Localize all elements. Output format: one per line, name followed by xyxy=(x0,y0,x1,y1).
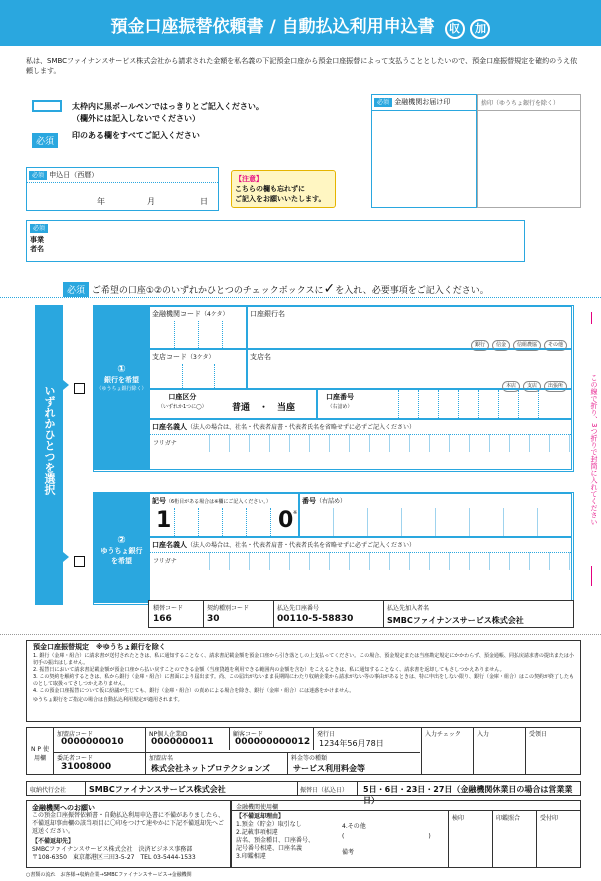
arrow-icon xyxy=(63,380,69,390)
branch-type-options[interactable]: 本店 支店 出張所 xyxy=(499,372,567,392)
required-badge: 必須 xyxy=(32,133,58,148)
transfer-code: 166 xyxy=(153,614,172,624)
bank-notice-box: 金融機関へのお願い この預金口座振替依頼書・自動払込利用申込書に不備がありましたら、不備返却事由欄の該当項目に〇印をつけて速やかに下記不備返却先へご返送ください。 【不備返却先】 SMBCファイナンスサービス株式会社 決済ビジネス事務部 〒108-6350 東京都港区三田3-5-27 TEL 03-5444-1533 xyxy=(26,800,231,868)
collector-name: SMBCファイナンスサービス株式会社 xyxy=(89,785,226,794)
bank-label-band: ① 銀行を希望 （ゆうちょ銀行除く） xyxy=(94,306,149,470)
thick-frame-sample xyxy=(32,100,62,112)
bank-use-box: 金融機関使用欄 【不備返却理由】 1.預金（貯金）取引なし 2.記載事項相違 店名、預金種目、口座番号、 記号番号相違、口座名義 3.印鑑相違 4.その他 ( ) 備考 検印 印鑑照合 受付印 xyxy=(231,800,581,868)
destination-name: SMBCファイナンスサービス株式会社 xyxy=(387,616,524,625)
transfer-dates: 5日・6日・23日・27日（金融機関休業日の場合は営業業日） xyxy=(363,785,573,805)
legend-line2: （欄外には記入しないでください） xyxy=(72,114,200,123)
symbol-first-digit: 1 xyxy=(156,508,172,533)
instruction: 必須 ご希望の口座①②のいずれかひとつのチェックボックスに✓を入れ、必要事項をご記入ください。 xyxy=(63,281,489,297)
destination-account: 00110-5-58830 xyxy=(277,614,354,624)
collector-row: 収納代行会社 SMBCファイナンスサービス株式会社 振替日（払込日） 5日・6日・23日・27日（金融機関休業日の場合は営業業日） xyxy=(26,781,581,796)
select-band: いずれかひとつを選択 xyxy=(35,305,63,605)
date-field[interactable]: 必須 申込日（西暦） 年 月 日 xyxy=(26,167,219,211)
seal-label: 捨印（ゆうちょ銀行を除く） xyxy=(478,95,580,111)
legend-line3: 印のある欄をすべてご記入ください xyxy=(72,131,200,140)
badge-add: 加 xyxy=(470,19,490,39)
bank-name-field[interactable]: 口座銀行名 銀行 信金 信組農協 その他 xyxy=(247,306,572,349)
page-title: 預金口座振替依頼書 / 自動払込利用申込書 収 加 xyxy=(0,12,601,39)
note-box: 【注意】 こちらの欄も忘れずに ご記入をお願いいたします。 xyxy=(231,170,336,208)
date-label: 申込日（西暦） xyxy=(49,171,99,179)
account-type-field[interactable]: 口座区分 （いずれか1つに◯） 普通 ・ 当座 xyxy=(149,389,317,419)
transfer-info-table: 積替コード 契約種別コード 払込先口座番号 払込先加入者名 166 30 00110-5-58830 SMBCファイナンスサービス株式会社 xyxy=(148,600,574,628)
np-table: N P 使用欄 加盟店コード NP個人企業ID 顧客コード 発行日 0000000010 0000000011 000000000012 1234年56月78日 委託者コード 加盟店名 料金等の種類 31008000 株式会社ネットプロテクションズ サービス利用料金等 入力チェック 入力 受領日 xyxy=(26,727,581,775)
badge-collect: 収 xyxy=(445,19,465,39)
account-number-field[interactable]: 口座番号 （右詰め） xyxy=(317,389,572,419)
account-type-value: 普通 ・ 当座 xyxy=(232,403,296,413)
business-label: 事業 xyxy=(30,236,44,245)
yucho-holder-field[interactable]: 口座名義人（法人の場合は、社名・代表者肩書・代表者氏名を省略せずに必ずご記入ください） フリガナ xyxy=(149,537,572,603)
bank-section xyxy=(93,305,574,472)
year-label: 年 xyxy=(97,197,105,206)
arrow-down-icon xyxy=(591,566,592,586)
branch-code-field[interactable]: 支店コード（3ケタ） xyxy=(149,349,247,389)
fold-line xyxy=(0,297,601,298)
symbol-last-digit: 0 xyxy=(278,508,294,533)
document-flow: ○書類の流れ お客様→収納企業→SMBCファイナンスサービス→金融機関 xyxy=(26,872,192,878)
fold-note: この線で折り、3つ折りで封筒に入れてください xyxy=(590,374,598,526)
cut-line xyxy=(0,634,601,635)
yucho-section xyxy=(93,492,574,605)
seal-box[interactable] xyxy=(477,94,581,208)
month-label: 月 xyxy=(147,197,155,206)
yucho-label-band: ② ゆうちょ銀行 を希望 xyxy=(94,493,149,603)
bank-code-field[interactable]: 金融機関コード（4ケタ） xyxy=(149,306,247,349)
intro-text: 私は、SMBCファイナンスサービス株式会社から請求された金額を私名義の下記預金口座から預金口座振替によって支払うこととしたいので、預金口座振替規定を確約のうえ依頼します。 xyxy=(26,57,578,75)
yucho-number-field[interactable]: 番号（右詰め） xyxy=(299,493,572,537)
arrow-icon xyxy=(63,552,69,562)
yucho-symbol-field[interactable]: 記号（6桁目がある場合は※欄にご記入ください。） 1 0 ※ xyxy=(149,493,299,537)
bank-holder-field[interactable]: 口座名義人（法人の場合は、社名・代表者肩書・代表者氏名を省略せずに必ずご記入ください） フリガナ xyxy=(149,419,572,470)
header-bar xyxy=(0,0,601,46)
contract-type: 30 xyxy=(207,614,220,624)
rules-box: 預金口座振替規定 ※ゆうちょ銀行を除く 1. 銀行（金庫・組合）に請求書が送付されたときは、私に通知することなく、請求書記載金額を預金口座から引き落としの上支払ってください。この場合、預金規定または当座勘定規定にかかわらず、預金通帳、同払戻請求書の提出または小切手の振出はしません。 2. 振替日において請求書記載金額が預金口座から払い戻すことのできる金額（当座貸越を利用できる範囲内の金額を含む）をこえるときは、私に通知することなく、請求書を返却してもさしつかえありません。 3. この契約を解約するときは、私から銀行（金庫・組合）に書面により届出ます。尚、この届出がないまま長期間にわたり収納企業から請求がない等の事由があるときは、特に申出をしない限り、銀行（金庫・組合）はこの契約が終了したものとして取扱ってさしつかえありません。 4. この預金口座振替について仮に紛議が生じても、銀行（金庫・組合）の責めによる場合を除き、銀行（金庫・組合）には迷惑をかけません。 ゆうちょ銀行をご指定の場合は自動払込利用規定が適用されます。 xyxy=(26,640,581,722)
business-name-field[interactable]: 必須 事業 者名 xyxy=(26,220,525,262)
stamp-box[interactable]: 必須 金融機関お届け印 xyxy=(371,94,477,208)
arrow-up-icon xyxy=(591,312,592,324)
legend-line1: 太枠内に黒ボールペンではっきりとご記入ください。 xyxy=(72,102,264,111)
yucho-checkbox[interactable] xyxy=(74,556,85,567)
stamp-label: 金融機関お届け印 xyxy=(394,98,451,106)
check-mark-icon: ✓ xyxy=(323,281,336,297)
bank-type-options[interactable]: 銀行 信金 信組農協 その他 xyxy=(468,331,567,351)
bank-checkbox[interactable] xyxy=(74,383,85,394)
branch-name-field[interactable]: 支店名 本店 支店 出張所 xyxy=(247,349,572,389)
day-label: 日 xyxy=(200,197,208,206)
